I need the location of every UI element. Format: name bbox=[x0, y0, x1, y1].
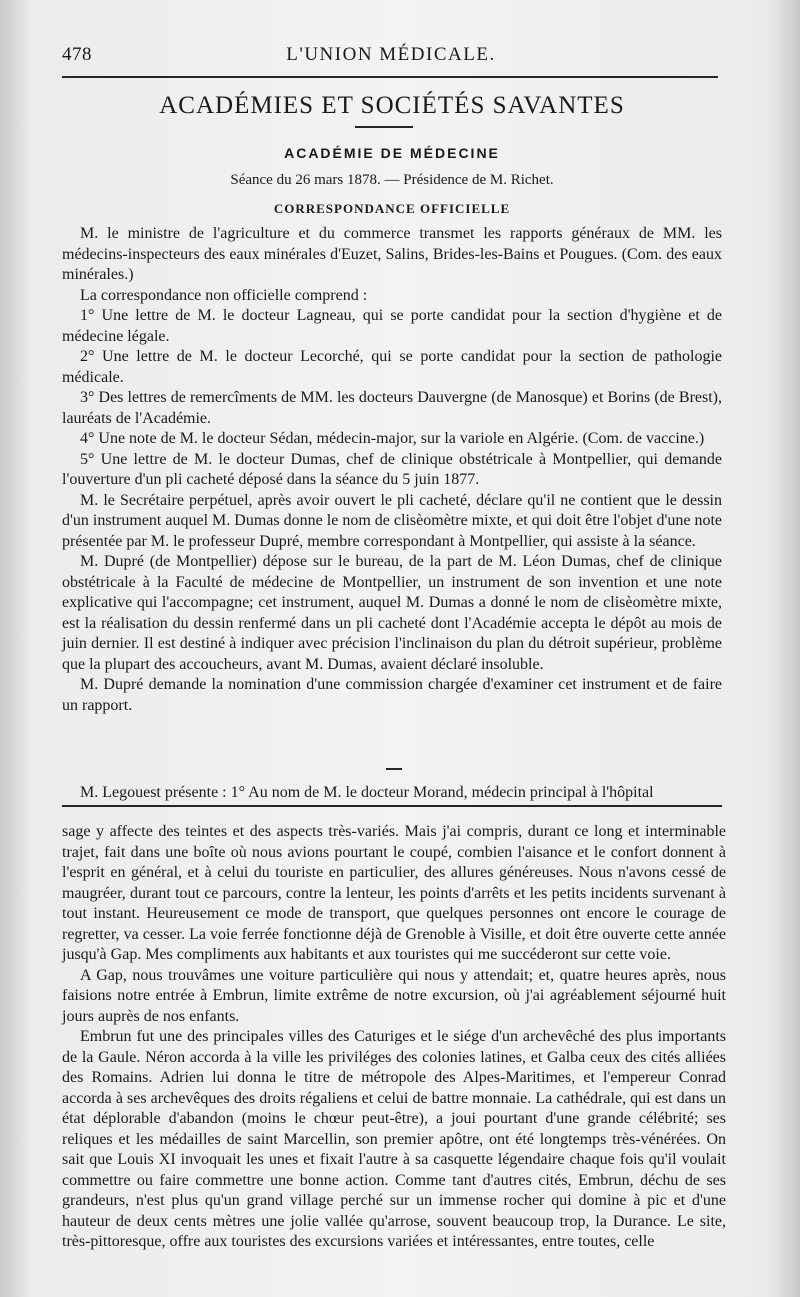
paragraph: M. le Secrétaire perpétuel, après avoir ouvert le pli cacheté, déclare qu'il ne contient que le dessin d'un instrument auquel M. Dumas donne le nom de clisèomètre mixte, et qui doit être l'objet d'une note présentée par M. le professeur Dupré, membre correspondant à Montpellier, qui assiste à la séance. bbox=[62, 491, 722, 550]
legouest-text bbox=[62, 783, 722, 804]
title-separator bbox=[355, 126, 413, 128]
paragraph: M. Dupré demande la nomination d'une commission chargée d'examiner cet instrument et de faire un rapport. bbox=[62, 676, 722, 714]
paragraph: 1° Une lettre de M. le docteur Lagneau, qui se porte candidat pour la section d'hygiène et de médecine légale. bbox=[62, 307, 722, 345]
paragraph: 2° Une lettre de M. le docteur Lecorché, qui se porte candidat pour la section de pathologie médicale. bbox=[62, 348, 722, 386]
correspondence-heading: CORRESPONDANCE OFFICIELLE bbox=[273, 201, 511, 216]
academy-heading: ACADÉMIE DE MÉDECINE bbox=[284, 145, 500, 161]
paragraph: M. Dupré (de Montpellier) dépose sur le bureau, de la part de M. Léon Dumas, chef de clinique obstétricale à la Faculté de médecine de Montpellier, un instrument de son invention et une note explicative qui l'accompagne; cet instrument, auquel M. Dumas a donné le nom de clisèomètre mixte, est la réalisation du dessin renfermé dans un pli cacheté dont l'Académie accepta le dépôt au mois de juin dernier. Il est destiné à indiquer avec précision l'inclinaison du plan du détroit supérieur, problème que la plupart des accoucheurs, avant M. Dumas, avaient déclaré insoluble. bbox=[62, 553, 722, 673]
paragraph: 4° Une note de M. le docteur Sédan, médecin-major, sur la variole en Algérie. (Com. de vaccine.) bbox=[80, 430, 705, 447]
header-rule bbox=[62, 76, 718, 78]
paragraph: 3° Des lettres de remercîments de MM. les docteurs Dauvergne (de Manosque) et Borins (de Brest), lauréats de l'Académie. bbox=[62, 389, 722, 427]
paragraph: La correspondance non officielle comprend : bbox=[80, 286, 368, 304]
paragraph: M. Legouest présente : 1° Au nom de M. le docteur Morand, médecin principal à l'hôpital bbox=[80, 784, 654, 801]
page-number: 478 bbox=[62, 44, 92, 65]
feuilleton-rule bbox=[62, 805, 722, 807]
paragraph-separator bbox=[386, 768, 402, 770]
paragraph: A Gap, nous trouvâmes une voiture particulière qui nous y attendait; et, quatre heures après, nous faisions notre entrée à Embrun, limite extrême de notre excursion, où j'ai agréablement séjourné huit jours auprès de nos enfants. bbox=[62, 966, 726, 1025]
running-title: L'UNION MÉDICALE. bbox=[286, 44, 496, 65]
section-title: ACADÉMIES ET SOCIÉTÉS SAVANTES bbox=[159, 92, 625, 119]
session-line: Séance du 26 mars 1878. — Présidence de M. Richet. bbox=[230, 172, 554, 188]
page-header bbox=[62, 44, 720, 72]
paragraph: 5° Une lettre de M. le docteur Dumas, chef de clinique obstétricale à Montpellier, qui demande l'ouverture d'un pli cacheté déposé dans la séance du 5 juin 1877. bbox=[62, 450, 722, 488]
paragraph: Embrun fut une des principales villes des Caturiges et le siége d'un archevêché des plus importants de la Gaule. Néron accorda à la ville les priviléges des colonies latines, et Galba ceux des cités alliées des Romains. Adrien lui donna le titre de métropole des Alpes-Maritimes, et l'empereur Conrad accorda à ses archevêques des droits régaliens et celui de battre monnaie. La cathédrale, qui est dans un état déplorable d'abandon (moins le chœur peut-être), a joui pourtant d'une grande célébrité; ses reliques et les médailles de saint Marcellin, son premier apôtre, ont été longtemps très-vénérées. On sait que Louis XI invoquait les unes et fixait l'autre à sa casquette légendaire chaque fois qu'il voulait commettre ou faire commettre une bonne action. Comme tant d'autres cités, Embrun, déchu de ses grandeurs, n'est plus qu'un grand village perché sur un immense rocher qui domine à pic et d'une hauteur de deux cents mètres une jolie vallée qu'arrose, souvent beaucoup trop, la Durance. Le site, très-pittoresque, offre aux touristes des excursions variées et intéressantes, entre toutes, celle bbox=[62, 1028, 726, 1250]
feuilleton-text bbox=[62, 822, 726, 1253]
paragraph: sage y affecte des teintes et des aspects très-variés. Mais j'ai compris, durant ce long et interminable trajet, fait dans une boîte où nous avions pourtant le coupé, combien l'aisance et le confort donnent à l'esprit en général, et à celui du touriste en particulier, des allures généreuses. Nous n'avons cessé de maugréer, durant tout ce parcours, contre la lenteur, les points d'arrêts et les petits incidents survenant à tout instant. Heureusement ce mode de transport, que quelques personnes ont encore le courage de regretter, va cesser. La voie ferrée fonctionne déjà de Grenoble à Visille, et doit être ouverte cette année jusqu'à Gap. Mes compliments aux habitants et aux touristes qui me succéderont sur cette voie. bbox=[62, 823, 726, 963]
paragraph: M. le ministre de l'agriculture et du commerce transmet les rapports généraux de MM. les médecins-inspecteurs des eaux minérales d'Euzet, Salins, Brides-les-Bains et Pougues. (Com. des eaux minérales.) bbox=[62, 225, 722, 283]
official-correspondence-text bbox=[62, 224, 722, 716]
